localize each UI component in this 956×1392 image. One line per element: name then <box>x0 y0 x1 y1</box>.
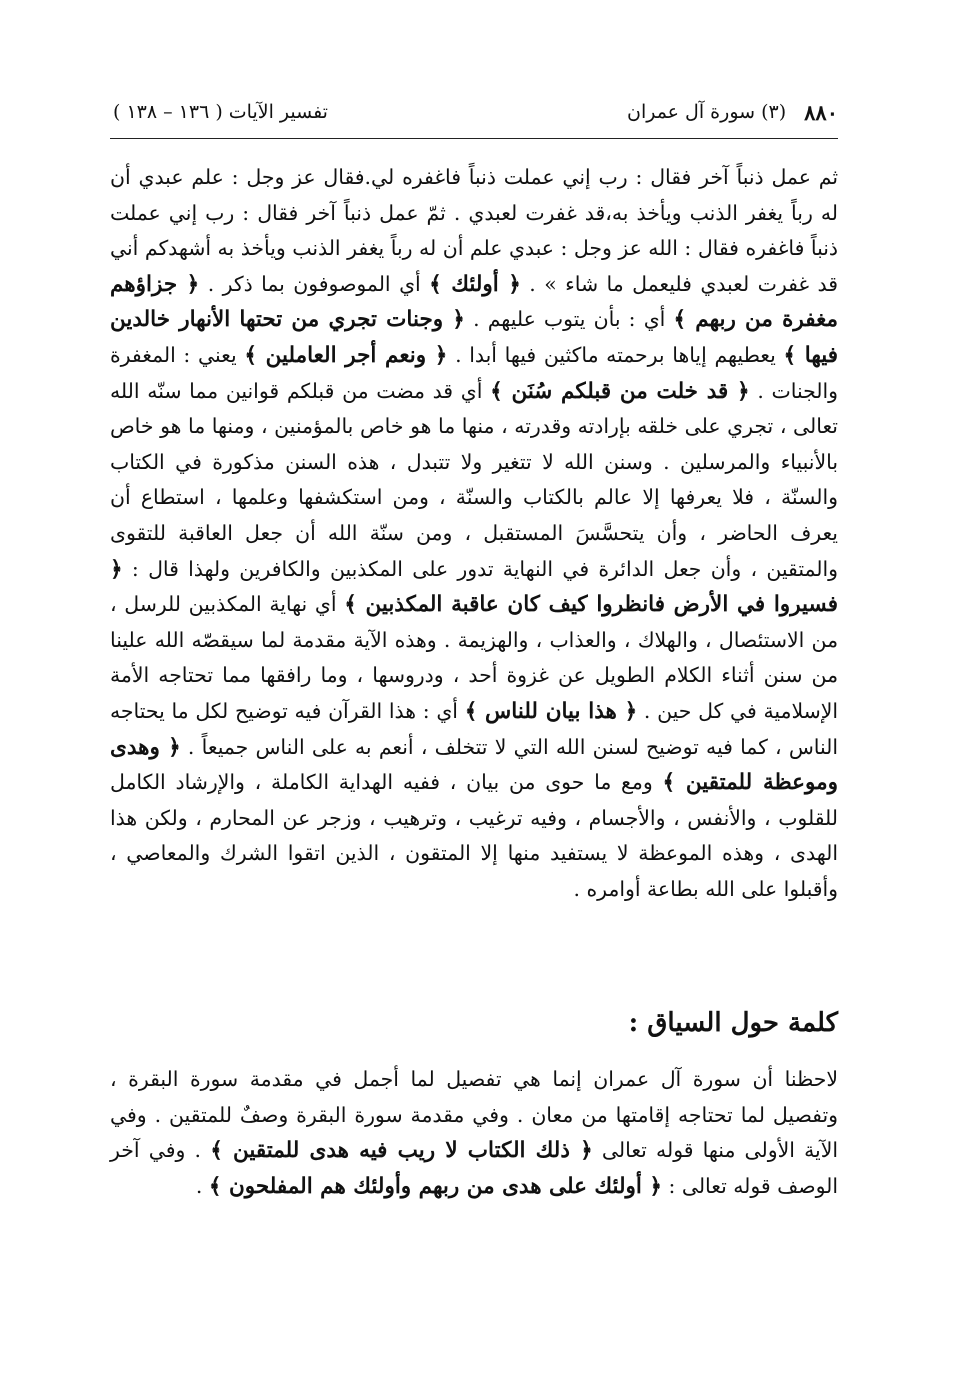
quran-quote-6: ﴿ فسيروا في الأرض فانظروا كيف كان عاقبة المكذبين ﴾ <box>110 556 839 618</box>
running-header <box>113 92 838 132</box>
context-paragraph <box>110 1062 838 1204</box>
body-text-5: يعني : المغفرة والجنات . <box>110 342 839 403</box>
quran-quote-5: ﴿ قد خلت من قبلكم سُنَن ﴾ <box>490 378 750 404</box>
context-quote-1: ﴿ ذلك الكتاب لا ريب فيه هدى للمتقين ﴾ <box>210 1138 593 1164</box>
quran-quote-7: ﴿ هذا بيان للناس ﴾ <box>464 698 638 724</box>
section-heading: كلمة حول السياق : <box>628 1008 838 1038</box>
header-right-group <box>627 100 838 125</box>
body-text-2: أي الموصوفون بما ذكر . <box>207 271 421 296</box>
body-text-9: ومع ما حوى من بيان ، ففيه الهداية الكاملة ، والإرشاد الكامل للقلوب ، والأنفس ، والأجسام ، وفيه ترغيب ، وترهيب ، وزجر عن المحارم ، ولكن هذا الهدى ، وهذه الموعظة لا يستفيد منها إلا المتقون ، الذين اتقوا الشرك والمعاصي ، وأقبلوا على الله بطاعة أوامره . <box>110 770 838 901</box>
quran-quote-8: ﴿ وهدى وموعظة للمتقين ﴾ <box>110 734 838 796</box>
quran-quote-3: ﴿ وجنات تجري من تحتها الأنهار خالدين فيها ﴾ <box>110 307 839 368</box>
quran-quote-1: ﴿ أولئك ﴾ <box>429 271 521 297</box>
tafsir-body <box>110 160 838 907</box>
body-text-6: أي قد مضت من قبلكم قوانين مما سنّه الله تعالى ، تجري على خلقه بإرادته وقدرته ، منها ما هو خاص بالمؤمنين ، ومنها ما هو خاص بالأنبياء والمرسلين . وسنن الله لا تتغير ولا تتبدل ، هذه السنن مذكورة في الكتاب والسنّة ، فلا يعرفها إلا عالم بالكتاب والسنّة ، ومن استكشفها وعلمها ، استطاع أن يعرف الحاضر ، وأن يتحسَّسَ المستقبل ، ومن سنّة الله أن جعل العاقبة للتقوى والمتقين ، وأن جعل الدائرة في النهاية تدور على المكذبين والكافرين ولهذا قال : <box>110 378 838 581</box>
body-text-1: ثم عمل ذنباً آخر فقال : رب إني عملت ذنباً فاغفره لي.فقال عز وجل : علم عبدي أن له رباً يغفر الذنب ويأخذ به،قد غفرت لعبدي . ثمّ عمل ذنباً آخر فقال : رب إني عملت ذنباً فاغفره فقال : الله عز وجل : عبدي علم أن له رباً يغفر الذنب ويأخذ به أشهدكم أني قد غفرت لعبدي فليعمل ما شاء » . <box>110 165 838 296</box>
quran-quote-2: ﴿ جزاؤهم مغفرة من ربهم ﴾ <box>110 271 838 333</box>
header-divider <box>110 138 838 139</box>
context-text-1: لاحظنا أن سورة آل عمران إنما هي تفصيل لما أجمل في مقدمة سورة البقرة ، وتفصيل لما تحتاجه إقامتها من معان . وفي مقدمة سورة البقرة وصفٌ للمتقين . وفي الآية الأولى منها قوله تعالى <box>110 1067 839 1163</box>
page-number: ٨٨٠ <box>804 99 838 125</box>
context-text-3: . <box>195 1173 203 1198</box>
context-text-2: . وفي آخر الوصف قوله تعالى : <box>110 1138 838 1198</box>
tafsir-paragraph <box>110 160 838 907</box>
body-text-3: أي : بأن يتوب عليهم . <box>473 307 666 332</box>
quran-quote-4: ﴿ ونعم أجر العاملين ﴾ <box>244 342 448 368</box>
verses-range: تفسير الآيات ( ١٣٦ – ١٣٨ ) <box>113 101 328 123</box>
body-text-4: يعطيهم إياها برحمته ماكثين فيها أبدا . <box>455 342 776 367</box>
body-text-7: أي نهاية المكذبين للرسل ، من الاستئصال ، والهلاك ، والعذاب ، والهزيمة . وهذه الآية مقدمة لما سيقصّه الله علينا من سنن أثناء الكلام الطويل عن غزوة أحد ، ودروسها ، وما رافقها مما تحتاجه الأمة الإسلامية في كل حين . <box>110 592 839 723</box>
surah-name: (٣) سورة آل عمران <box>626 101 787 123</box>
body-text-8: أي : هذا القرآن فيه توضيح لكل ما يحتاجه الناس ، كما فيه توضيح لسنن الله التي لا تتخلف ، أنعم به على الناس جميعاً . <box>110 698 838 759</box>
context-body <box>110 1062 838 1204</box>
context-quote-2: ﴿ أولئك على هدى من ربهم وأولئك هم المفلحون ﴾ <box>208 1173 662 1199</box>
